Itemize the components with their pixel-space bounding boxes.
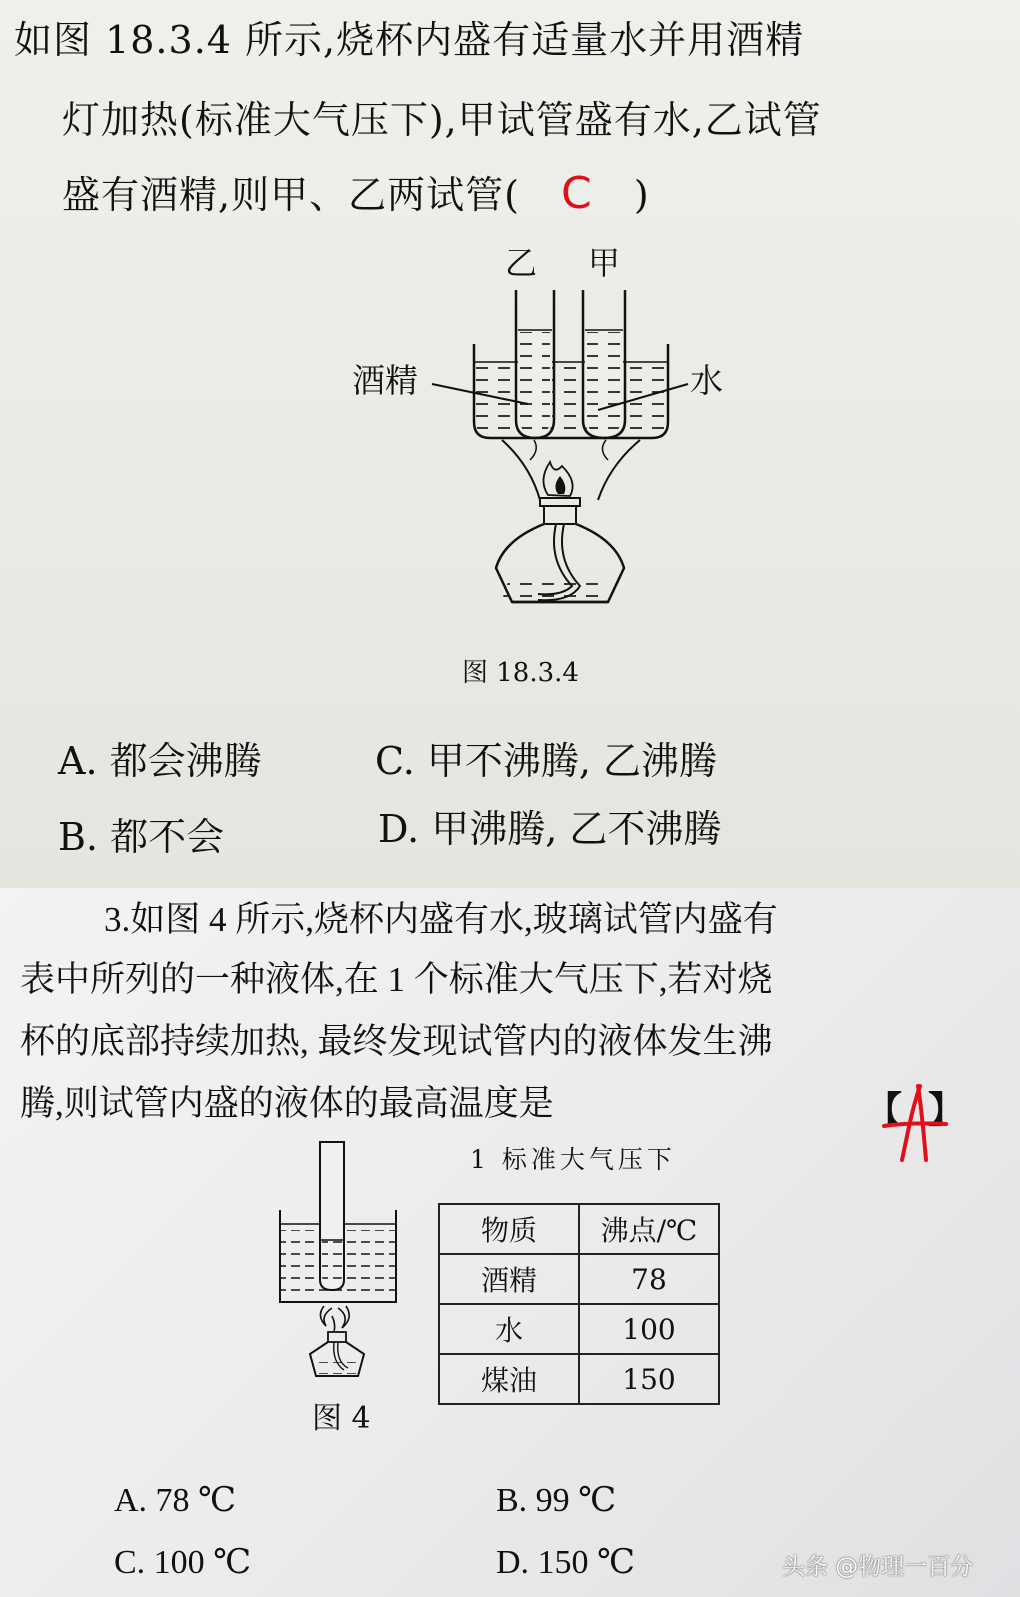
answer-bracket-close: 】 — [928, 1089, 965, 1131]
cell-substance: 水 — [439, 1304, 579, 1354]
watermark: 头条 @物理一百分 — [782, 1554, 974, 1580]
label-alcohol: 酒精 — [352, 361, 418, 400]
table-title: 1 标准大气压下 — [470, 1145, 676, 1174]
table-row — [439, 1254, 719, 1304]
question-3-line-2: 表中所列的一种液体,在 1 个标准大气压下,若对烧 — [20, 960, 773, 999]
question-3-line-1: 3.如图 4 所示,烧杯内盛有水,玻璃试管内盛有 — [104, 900, 778, 939]
q3-option-a: A. 78 ℃ — [114, 1482, 237, 1519]
question-3-line-3: 杯的底部持续加热, 最终发现试管内的液体发生沸 — [20, 1022, 773, 1061]
boiling-point-table — [438, 1203, 720, 1405]
question-6-line-2: 灯加热(标准大气压下),甲试管盛有水,乙试管 — [62, 98, 822, 142]
handwritten-answer-a — [880, 1082, 950, 1162]
cell-substance: 煤油 — [439, 1354, 579, 1404]
question-6-line-3-text: 盛有酒精,则甲、乙两试管( — [62, 173, 520, 217]
handwritten-answer-c: C — [561, 168, 593, 219]
q3-option-c: C. 100 ℃ — [114, 1544, 252, 1581]
table-header-row — [439, 1204, 719, 1254]
cell-boiling-point: 100 — [579, 1304, 719, 1354]
question-3-line-4: 腾,则试管内盛的液体的最高温度是 — [20, 1084, 554, 1123]
cell-boiling-point: 150 — [579, 1354, 719, 1404]
header-boiling-point: 沸点/℃ — [579, 1204, 719, 1254]
q6-option-d: D. 甲沸腾, 乙不沸腾 — [378, 807, 722, 851]
beaker-single-tube-diagram — [276, 1140, 406, 1390]
answer-bracket-open: 【 — [866, 1089, 903, 1131]
q6-option-c: C. 甲不沸腾, 乙沸腾 — [375, 739, 718, 783]
table-row — [439, 1354, 719, 1404]
header-substance: 物质 — [439, 1204, 579, 1254]
label-water: 水 — [690, 361, 723, 400]
beaker-two-test-tubes-diagram — [430, 290, 690, 630]
cell-substance: 酒精 — [439, 1254, 579, 1304]
figure-4-caption: 图 4 — [312, 1401, 371, 1436]
figure-18-3-4-caption: 图 18.3.4 — [462, 658, 579, 688]
label-tube-jia: 甲 — [588, 244, 621, 282]
q6-option-a: A. 都会沸腾 — [58, 739, 262, 783]
q6-option-b: B. 都不会 — [58, 815, 225, 859]
table-row — [439, 1304, 719, 1354]
q3-option-b: B. 99 ℃ — [496, 1482, 617, 1519]
q3-option-d: D. 150 ℃ — [496, 1544, 636, 1581]
cell-boiling-point: 78 — [579, 1254, 719, 1304]
question-6-line-3 — [62, 162, 650, 227]
close-paren: ) — [633, 173, 650, 217]
question-6-line-1 — [14, 8, 804, 72]
question-6-line-1-text: 如图 18.3.4 所示,烧杯内盛有适量水并用酒精 — [14, 18, 805, 62]
label-tube-yi: 乙 — [505, 244, 538, 282]
